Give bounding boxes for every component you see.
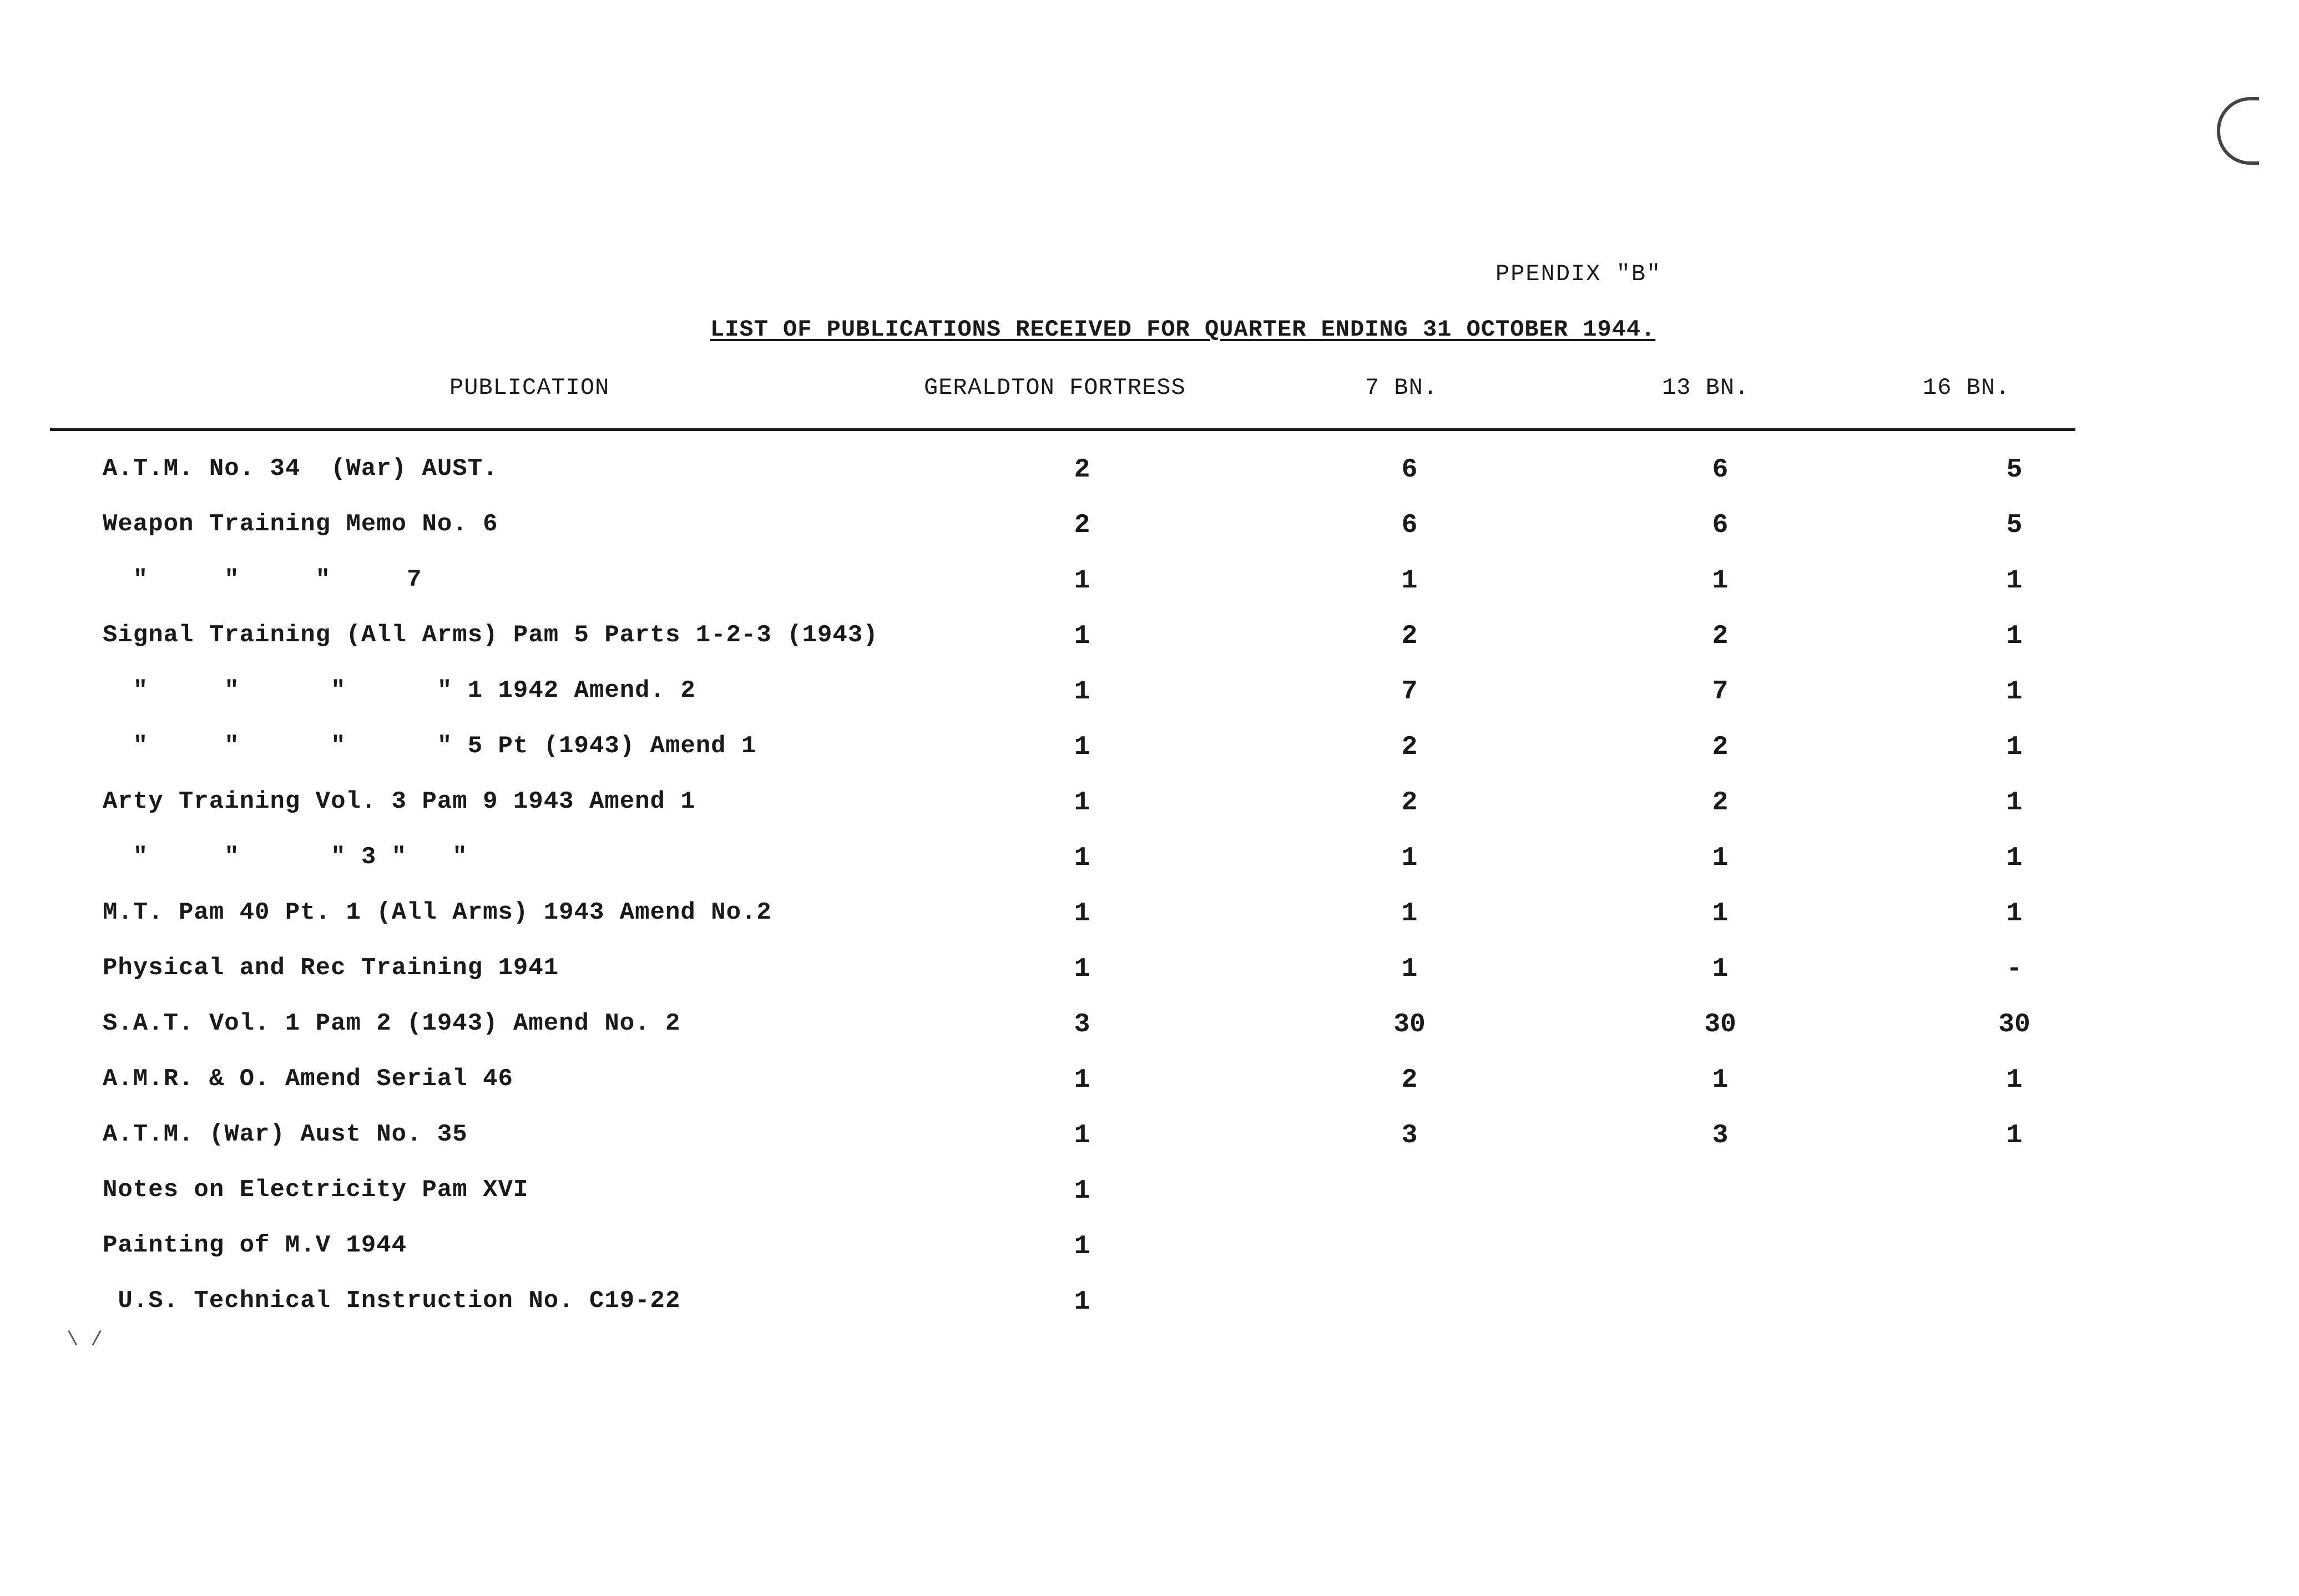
geraldton-count: 1 [1074, 1232, 1090, 1261]
publication-name: A.T.M. (War) Aust No. 35 [103, 1121, 468, 1148]
publication-name: Physical and Rec Training 1941 [103, 954, 559, 982]
bn13-count: 1 [1712, 566, 1729, 596]
bn16-count: 1 [2006, 677, 2023, 707]
geraldton-count: 1 [1074, 732, 1090, 762]
publication-name: " " " 7 [103, 566, 422, 594]
bn13-count: 6 [1712, 510, 1729, 540]
table-row [0, 510, 2299, 544]
bn7-count: 2 [1401, 732, 1418, 762]
geraldton-count: 1 [1074, 1121, 1090, 1151]
bn7-count: 7 [1401, 677, 1418, 707]
table-row [0, 455, 2299, 488]
bn7-count: 2 [1401, 621, 1418, 651]
geraldton-count: 1 [1074, 899, 1090, 929]
header-rule [50, 428, 2075, 431]
col-header-16bn: 16 BN. [1923, 374, 2010, 401]
table-row [0, 1287, 2299, 1320]
bn7-count: 2 [1401, 1065, 1418, 1095]
table-row [0, 566, 2299, 599]
bn16-count: 1 [2006, 1121, 2023, 1151]
publication-name: S.A.T. Vol. 1 Pam 2 (1943) Amend No. 2 [103, 1010, 681, 1037]
bn7-count: 1 [1401, 954, 1418, 984]
bn7-count: 2 [1401, 788, 1418, 818]
appendix-label: PPENDIX "B" [1495, 261, 1662, 287]
table-row [0, 788, 2299, 821]
bn16-count: 1 [2006, 566, 2023, 596]
table-row [0, 1121, 2299, 1154]
geraldton-count: 1 [1074, 954, 1090, 984]
col-header-geraldton: GERALDTON FORTRESS [924, 374, 1186, 401]
bn13-count: 2 [1712, 732, 1729, 762]
table-row [0, 899, 2299, 932]
bn7-count: 1 [1401, 843, 1418, 873]
publication-name: A.M.R. & O. Amend Serial 46 [103, 1065, 513, 1093]
bn7-count: 1 [1401, 899, 1418, 929]
geraldton-count: 1 [1074, 621, 1090, 651]
table-row [0, 954, 2299, 987]
bn13-count: 2 [1712, 788, 1729, 818]
publication-name: " " " 3 " " [103, 843, 468, 871]
bn7-count: 6 [1401, 510, 1418, 540]
publication-name: Weapon Training Memo No. 6 [103, 510, 498, 538]
table-row [0, 732, 2299, 766]
geraldton-count: 1 [1074, 843, 1090, 873]
bn13-count: 1 [1712, 1065, 1729, 1095]
table-row [0, 677, 2299, 710]
publication-name: Painting of M.V 1944 [103, 1232, 407, 1259]
bn7-count: 30 [1393, 1010, 1426, 1040]
publication-name: A.T.M. No. 34 (War) AUST. [103, 455, 498, 483]
bn7-count: 6 [1401, 455, 1418, 485]
bn13-count: 1 [1712, 899, 1729, 929]
table-row [0, 1065, 2299, 1098]
publication-name: U.S. Technical Instruction No. C19-22 [103, 1287, 681, 1315]
geraldton-count: 3 [1074, 1010, 1090, 1040]
bn13-count: 6 [1712, 455, 1729, 485]
bn13-count: 30 [1704, 1010, 1736, 1040]
publication-name: " " " " 1 1942 Amend. 2 [103, 677, 696, 705]
col-header-publication: PUBLICATION [449, 374, 610, 401]
geraldton-count: 1 [1074, 1176, 1090, 1206]
geraldton-count: 2 [1074, 455, 1090, 485]
table-row [0, 1232, 2299, 1265]
geraldton-count: 2 [1074, 510, 1090, 540]
bn16-count: 1 [2006, 843, 2023, 873]
table-row [0, 1176, 2299, 1209]
geraldton-count: 1 [1074, 566, 1090, 596]
bn7-count: 1 [1401, 566, 1418, 596]
stray-mark: \ / [67, 1329, 103, 1351]
geraldton-count: 1 [1074, 788, 1090, 818]
bn16-count: 1 [2006, 788, 2023, 818]
bn16-count: 1 [2006, 621, 2023, 651]
document-title: LIST OF PUBLICATIONS RECEIVED FOR QUARTER ENDING 31 OCTOBER 1944. [710, 316, 1656, 343]
bn7-count: 3 [1401, 1121, 1418, 1151]
bn16-count: 5 [2006, 455, 2023, 485]
publication-name: M.T. Pam 40 Pt. 1 (All Arms) 1943 Amend No.2 [103, 899, 772, 926]
bn16-count: 1 [2006, 732, 2023, 762]
bn16-count: 1 [2006, 899, 2023, 929]
bn16-count: 30 [1998, 1010, 2030, 1040]
bn13-count: 3 [1712, 1121, 1729, 1151]
publication-name: Notes on Electricity Pam XVI [103, 1176, 529, 1204]
geraldton-count: 1 [1074, 1065, 1090, 1095]
geraldton-count: 1 [1074, 677, 1090, 707]
publication-name: " " " " 5 Pt (1943) Amend 1 [103, 732, 757, 760]
table-row [0, 1010, 2299, 1043]
publication-name: Signal Training (All Arms) Pam 5 Parts 1-2-3 (1943) [103, 621, 878, 649]
bn13-count: 7 [1712, 677, 1729, 707]
bn16-count: 1 [2006, 1065, 2023, 1095]
bn13-count: 1 [1712, 954, 1729, 984]
table-row [0, 843, 2299, 876]
bn16-count: - [2006, 954, 2023, 984]
bn13-count: 1 [1712, 843, 1729, 873]
table-row [0, 621, 2299, 655]
publication-name: Arty Training Vol. 3 Pam 9 1943 Amend 1 [103, 788, 696, 815]
punch-hole-mark [2217, 97, 2259, 165]
col-header-13bn: 13 BN. [1662, 374, 1750, 401]
geraldton-count: 1 [1074, 1287, 1090, 1317]
bn13-count: 2 [1712, 621, 1729, 651]
col-header-7bn: 7 BN. [1365, 374, 1438, 401]
bn16-count: 5 [2006, 510, 2023, 540]
